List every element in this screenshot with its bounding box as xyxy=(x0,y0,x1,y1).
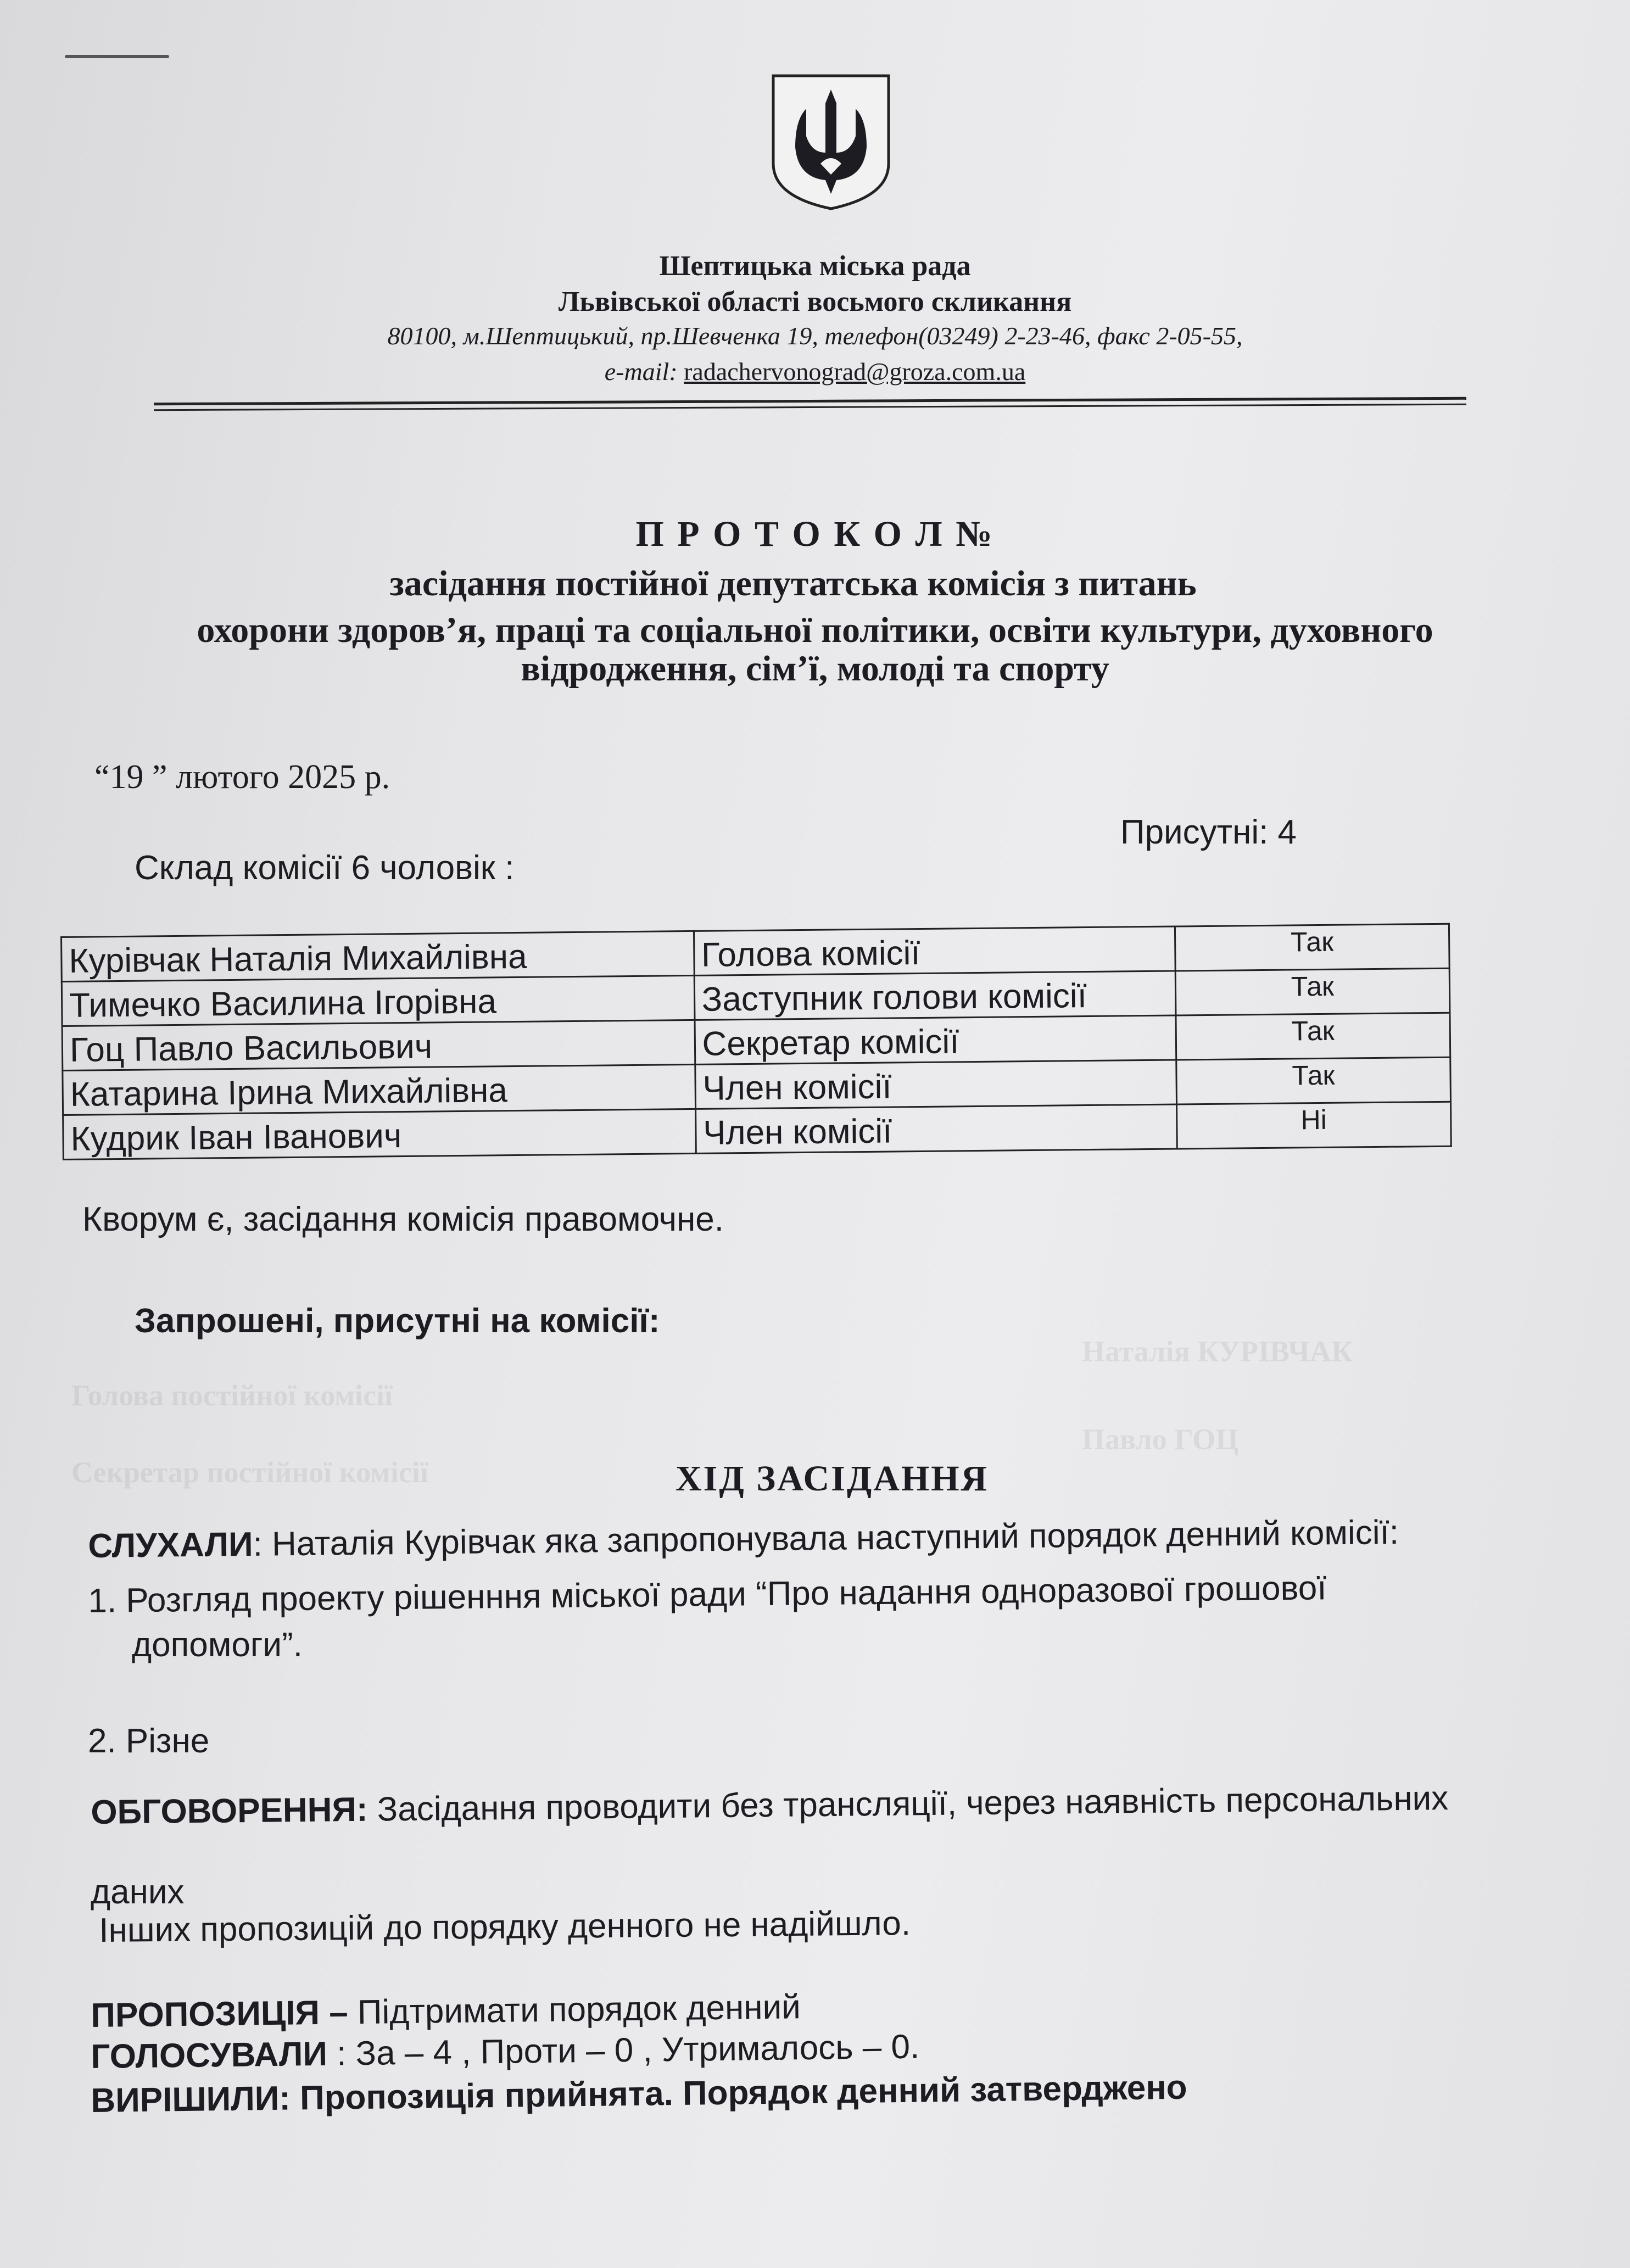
heard-paragraph xyxy=(88,1513,1399,1566)
member-role: Секретар комісії xyxy=(695,1015,1176,1064)
present-count: Присутні: 4 xyxy=(1120,813,1297,851)
agenda-item-1: 1. Розгляд проекту рішенння міської ради “Про надання одноразової грошової xyxy=(88,1569,1327,1620)
email-link[interactable]: radachervonograd@groza.com.ua xyxy=(684,357,1026,386)
no-proposals-note: Інших пропозицій до порядку денного не надійшло. xyxy=(99,1904,911,1949)
member-present: Так xyxy=(1176,1057,1450,1104)
discussion-text: Засідання проводити без трансляції, через наявність персональних xyxy=(367,1779,1449,1829)
proceedings-heading: ХІД ЗАСІДАННЯ xyxy=(676,1459,989,1499)
member-role: Заступник голови комісії xyxy=(694,971,1176,1020)
decided-label: ВИРІШИЛИ: xyxy=(91,2079,291,2120)
council-email-line xyxy=(0,357,1630,386)
council-name: Шептицька міська рада xyxy=(659,250,971,282)
council-convocation: Львівської області восьмого скликання xyxy=(558,286,1072,317)
bleed-through-line: Наталія КУРІВЧАК xyxy=(1082,1335,1353,1368)
voting-line xyxy=(91,2027,920,2076)
member-name: Тимечко Василина Ігорівна xyxy=(62,975,694,1026)
protocol-subtitle: охорони здоров’я, праці та соціальної політики, освіти культури, духовного xyxy=(197,610,1433,650)
member-present: Ні xyxy=(1176,1102,1451,1149)
heard-label: СЛУХАЛИ xyxy=(88,1525,253,1565)
member-role: Член комісії xyxy=(695,1060,1176,1109)
member-present: Так xyxy=(1175,968,1450,1015)
member-present: Так xyxy=(1176,1013,1450,1060)
protocol-subtitle: засідання постійної депутатська комісія з питань xyxy=(389,563,1197,604)
voted-label: ГОЛОСУВАЛИ xyxy=(91,2035,328,2076)
member-name: Катарина Ірина Михайлівна xyxy=(63,1064,695,1115)
protocol-subtitle: відродження, сім’ї, молоді та спорту xyxy=(521,649,1109,689)
voted-text: : За – 4 , Проти – 0 , Утрималось – 0. xyxy=(327,2027,920,2073)
proposal-line xyxy=(91,1987,801,2035)
member-present: Так xyxy=(1175,924,1449,971)
quorum-statement: Кворум є, засідання комісія правомочне. xyxy=(82,1200,724,1238)
bleed-through-line: Павло ГОЦ xyxy=(1082,1423,1239,1456)
proposal-label: ПРОПОЗИЦІЯ – xyxy=(91,1993,349,2035)
member-name: Кудрик Іван Іванович xyxy=(63,1109,696,1159)
discussion-cont: даних xyxy=(91,1873,185,1911)
member-name: Курівчак Наталія Михайлівна xyxy=(62,931,694,981)
protocol-title: П Р О Т О К О Л № xyxy=(635,514,995,554)
decided-text: Пропозиція прийнята. Порядок денний затверджено xyxy=(290,2068,1187,2118)
agenda-item-2: 2. Різне xyxy=(88,1722,210,1760)
member-name: Гоц Павло Васильович xyxy=(62,1020,695,1070)
email-label: e-mail: xyxy=(604,357,678,386)
members-table xyxy=(60,923,1452,1160)
member-role: Голова комісії xyxy=(694,926,1175,975)
decision-line xyxy=(91,2068,1187,2120)
discussion-label: ОБГОВОРЕННЯ: xyxy=(91,1790,368,1831)
proposal-text: Підтримати порядок денний xyxy=(348,1988,801,2032)
committee-composition: Склад комісії 6 чоловік : xyxy=(135,849,515,887)
invited-heading: Запрошені, присутні на комісії: xyxy=(135,1302,660,1340)
meeting-date: “19 ” лютого 2025 р. xyxy=(94,758,390,796)
staple-mark xyxy=(65,55,169,58)
council-address: 80100, м.Шептицький, пр.Шевченка 19, телефон(03249) 2-23-46, факс 2-05-55, xyxy=(387,322,1243,350)
member-role: Член комісії xyxy=(695,1104,1177,1153)
heard-text: : Наталія Курівчак яка запропонувала наступний порядок денний комісії: xyxy=(253,1513,1399,1563)
agenda-item-1-cont: допомоги”. xyxy=(132,1626,303,1664)
coat-of-arms-icon xyxy=(768,70,894,213)
discussion-paragraph xyxy=(91,1779,1449,1832)
header-divider-thin xyxy=(154,404,1466,411)
bleed-through-line: Голова постійної комісії xyxy=(71,1379,393,1412)
bleed-through-line: Секретар постійної комісії xyxy=(71,1456,428,1489)
